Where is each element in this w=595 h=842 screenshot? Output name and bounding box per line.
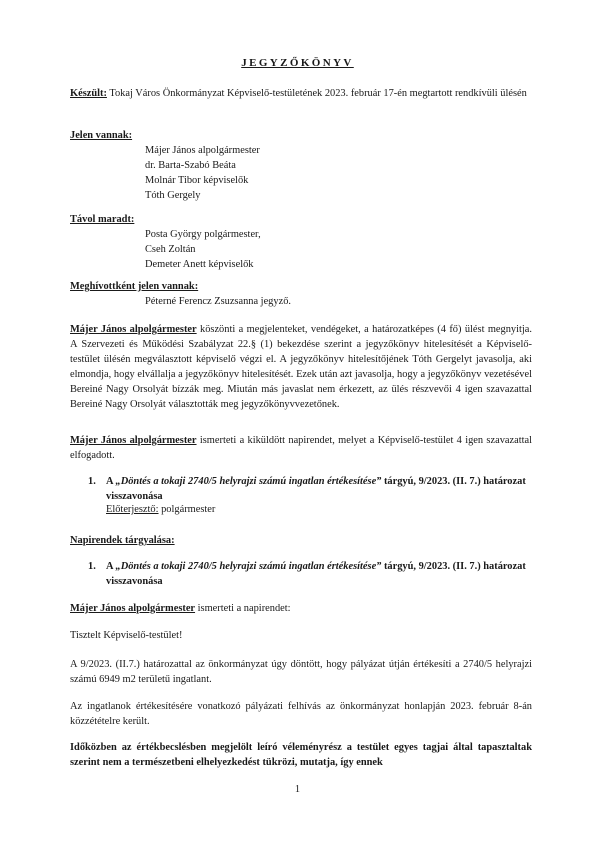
valuation-paragraph: Időközben az értékbecslésben megjelölt leíró véleményrész a testület egyes tagjai által tapasztaltak szerint nem a természetbeni elhelyezkedést tükrözi, mutatja, így ennek [70, 742, 532, 769]
attendee-name: Májer János alpolgármester [145, 145, 260, 157]
napirendek-heading: Napirendek tárgyalása: [70, 535, 175, 546]
paragraph-text: ismerteti a kiküldött napirendet, melyet a Képviselő-testület 4 igen szavazattal elfogadott. [70, 435, 533, 462]
absent-name: Posta György polgármester, [145, 229, 261, 241]
absent-name: Cseh Zoltán [145, 244, 196, 256]
tavol-section [70, 212, 532, 272]
agenda-item-title: „Döntés a tokaji 2740/5 helyrajzi számú ingatlan értékesítése” [115, 561, 382, 572]
attendee-name: Tóth Gergely [145, 190, 201, 202]
agenda-item: 1. A „Döntés a tokaji 2740/5 helyrajzi számú ingatlan értékesítése” tárgyú, 9/2023. (II. 7.) határozat visszavonása [88, 476, 526, 503]
jelen-section [70, 128, 532, 203]
meghivott-label: Meghívottként jelen vannak: [70, 281, 199, 292]
meghivott-section [70, 279, 532, 309]
presenter-value: polgármester [158, 504, 216, 515]
meghivott-list [70, 294, 532, 309]
tavol-label: Távol maradt: [70, 214, 135, 225]
page-number: 1 [294, 784, 301, 795]
guest-name: Péterné Ferencz Zsuzsanna jegyző. [145, 296, 291, 308]
speaker-name: Májer János alpolgármester [70, 603, 196, 614]
speaker-name: Májer János alpolgármester [70, 435, 197, 446]
agenda-item: 1. A „Döntés a tokaji 2740/5 helyrajzi számú ingatlan értékesítése” tárgyú, 9/2023. (II. 7.) határozat visszavonása [88, 561, 526, 588]
tender-paragraph: Az ingatlanok értékesítésére vonatkozó pályázati felhívás az önkormányzat honlapján 2023. február 8-án közzétételre került. [70, 701, 532, 728]
agenda-item-title: „Döntés a tokaji 2740/5 helyrajzi számú ingatlan értékesítése” [115, 476, 382, 487]
keszult-text: Tokaj Város Önkormányzat Képviselő-testületének 2023. február 17-én megtartott rendkívüli ülésén [109, 88, 527, 99]
keszult-label: Készült: [70, 88, 107, 99]
absent-name: Demeter Anett képviselők [145, 259, 254, 271]
paragraph-text: köszönti a megjelenteket, vendégeket, a határozatképes (4 fő) ülést megnyitja. A Szervezeti és Működési Szabályzat 22.§ (1) bekezdése szerint a jegyzőkönyv hitelesítését a Képviselő-testület ülésén megválasztott képviselő végzi el. A jegyzőkönyv hitelesítőjének Tóth Gergelyt javasolja, aki elmondja, hogy elvállalja a jegyzőkönyv hitelesítését. Ezek után azt javasolja, hogy a jegyzőkönyv vezetésével Bereiné Nagy Orsolyát bízzák meg. Miután más javaslat nem érkezett, az ülés részvevői 4 igen szavazattal Bereiné Nagy Orsolyát választották meg jegyzőkönyvvezetőnek. [70, 324, 532, 411]
introduces-agenda-paragraph [70, 601, 532, 616]
speaker-name: Májer János alpolgármester [70, 324, 197, 335]
jelen-list [70, 143, 532, 203]
agenda-item-number: 1. [88, 476, 96, 487]
paragraph-text: ismerteti a napirendet: [195, 603, 291, 614]
opening-paragraph [70, 322, 532, 412]
resolution-paragraph: A 9/2023. (II.7.) határozattal az önkormányzat úgy döntött, hogy pályázat útján értékesíti a 2740/5 helyrajzi számú 6949 m2 területű ingatlant. [70, 659, 532, 686]
jelen-label: Jelen vannak: [70, 130, 133, 141]
greeting: Tisztelt Képviselő-testület! [70, 630, 183, 641]
keszult-paragraph [70, 86, 532, 101]
agenda-item-number: 1. [88, 561, 96, 572]
attendee-name: dr. Barta-Szabó Beáta [145, 160, 236, 172]
tavol-list [70, 227, 532, 272]
document-title: JEGYZŐKÖNYV [241, 57, 354, 69]
presenter-label: Előterjesztő: [106, 504, 159, 515]
attendee-name: Molnár Tibor képviselők [145, 175, 249, 187]
presenter-line [106, 502, 215, 517]
agenda-intro-paragraph [70, 433, 532, 463]
